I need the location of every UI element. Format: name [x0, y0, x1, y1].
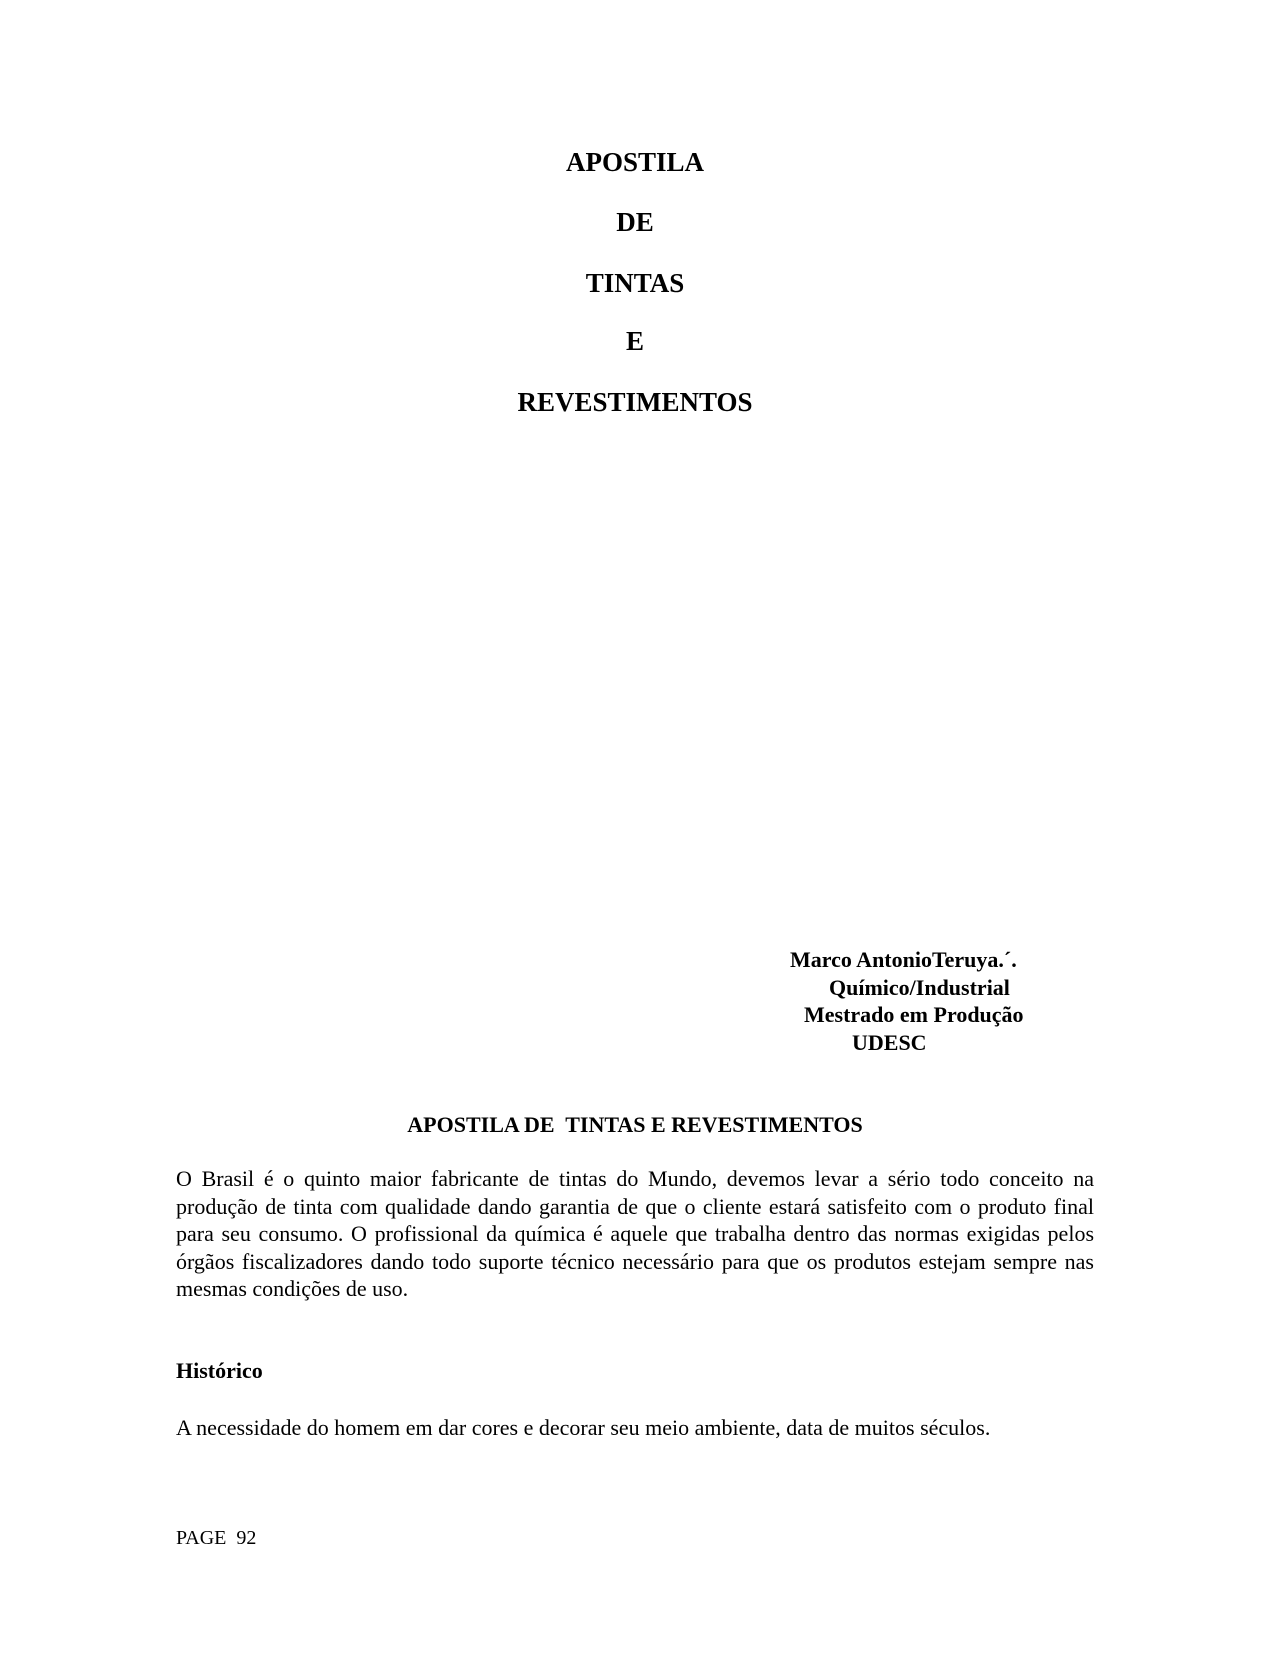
section-title-historico: Histórico — [176, 1358, 263, 1383]
historico-paragraph: A necessidade do homem em dar cores e decorar seu meio ambiente, data de muitos séculos. — [176, 1415, 991, 1440]
intro-paragraph: O Brasil é o quinto maior fabricante de tintas do Mundo, devemos levar a sério todo conceito na produção de tinta com qualidade dando garantia de que o cliente estará satisfeito com o produto final para seu consumo. O profissional da química é aquele que trabalha dentro das normas exigidas pelos órgãos fiscalizadores dando todo suporte técnico necessário para que os produtos estejam sempre nas mesmas condições de uso. — [176, 1166, 1094, 1301]
cover-title-line-3: TINTAS — [585, 268, 685, 298]
author-degree: Mestrado em Produção — [804, 1002, 1024, 1027]
page-number: PAGE 92 — [176, 1527, 257, 1549]
cover-title-line-5: REVESTIMENTOS — [517, 387, 753, 417]
cover-title-line-1: APOSTILA — [565, 147, 705, 177]
author-role: Químico/Industrial — [829, 974, 1010, 1000]
author-name: Marco AntonioTeruya.´. — [790, 947, 1017, 972]
cover-title-line-4: E — [625, 326, 644, 356]
document-heading: APOSTILA DE TINTAS E REVESTIMENTOS — [407, 1112, 863, 1137]
author-block — [760, 946, 1120, 1056]
cover-title-line-2: DE — [616, 207, 654, 237]
author-institution: UDESC — [852, 1029, 927, 1055]
